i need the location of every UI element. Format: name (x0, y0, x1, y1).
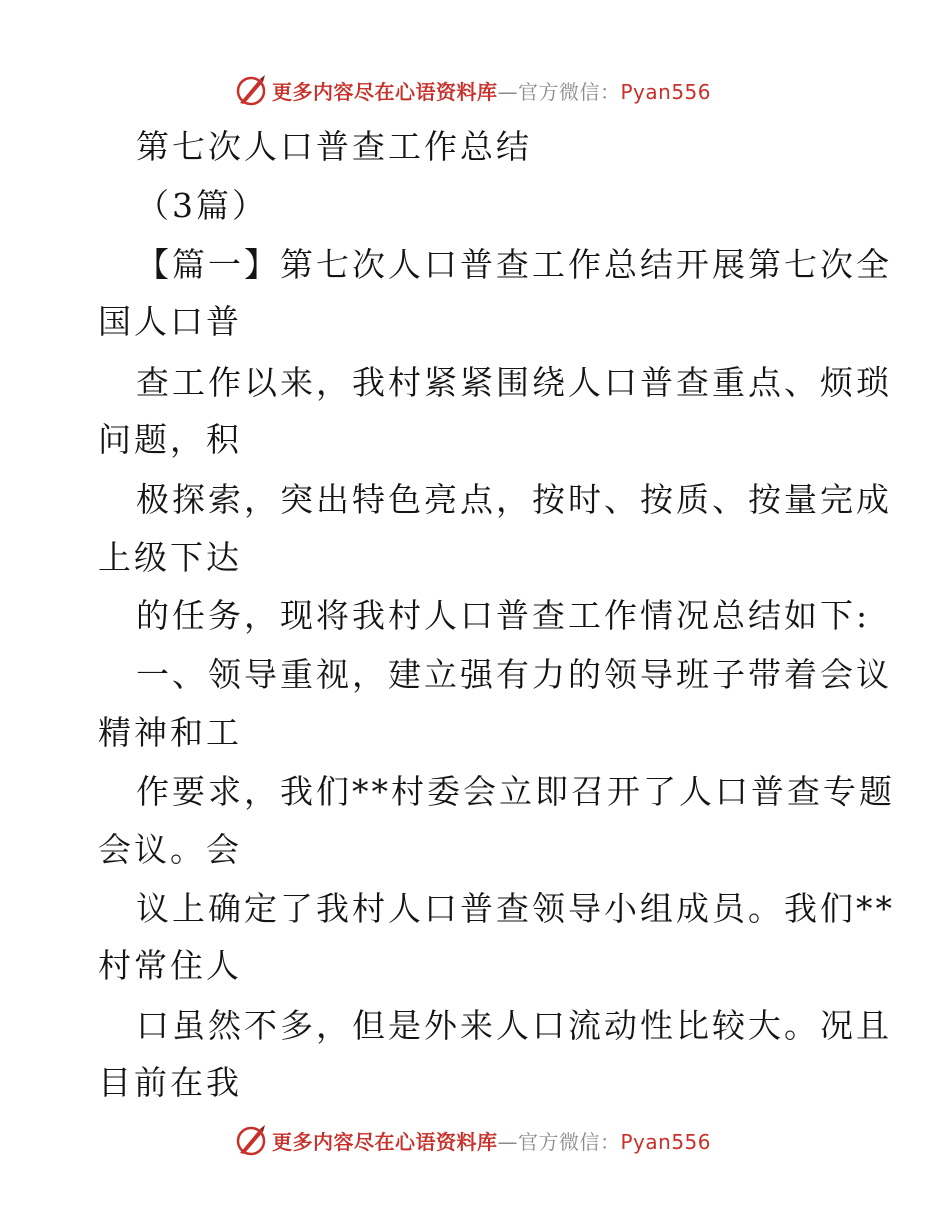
paragraph-line: 问题，积 (98, 420, 242, 459)
paragraph-line: 查工作以来，我村紧紧围绕人口普查重点、烦琐 (136, 363, 892, 402)
paragraph-line: 上级下达 (98, 538, 242, 577)
paragraph-line: 议上确定了我村人口普查领导小组成员。我们** (136, 889, 895, 928)
document-title: 第七次人口普查工作总结 (136, 127, 532, 166)
paragraph-line: 极探索，突出特色亮点，按时、按质、按量完成 (136, 480, 892, 519)
document-subtitle: （3篇） (136, 186, 268, 225)
quill-pen-logo-icon (234, 73, 268, 107)
paragraph-line: 的任务，现将我村人口普查工作情况总结如下: (136, 596, 871, 635)
watermark-text: 更多内容尽在心语资料库—官方微信：Pyan556 (272, 1129, 712, 1154)
paragraph-line: 会议。会 (98, 830, 242, 869)
quill-pen-logo-icon (234, 1123, 268, 1157)
paragraph-line: 一、领导重视，建立强有力的领导班子带着会议 (136, 655, 892, 694)
paragraph-line: 国人口普 (98, 302, 242, 341)
watermark-banner-bottom (0, 1120, 950, 1160)
paragraph-line: 村常住人 (98, 946, 242, 985)
paragraph-line: 【篇一】第七次人口普查工作总结开展第七次全 (136, 245, 892, 284)
paragraph-line: 目前在我 (98, 1063, 242, 1102)
watermark-text: 更多内容尽在心语资料库—官方微信：Pyan556 (272, 79, 712, 104)
paragraph-line: 口虽然不多，但是外来人口流动性比较大。况且 (136, 1006, 892, 1045)
paragraph-line: 精神和工 (98, 713, 242, 752)
watermark-banner-top (0, 70, 950, 110)
paragraph-line: 作要求，我们**村委会立即召开了人口普查专题 (136, 772, 895, 811)
